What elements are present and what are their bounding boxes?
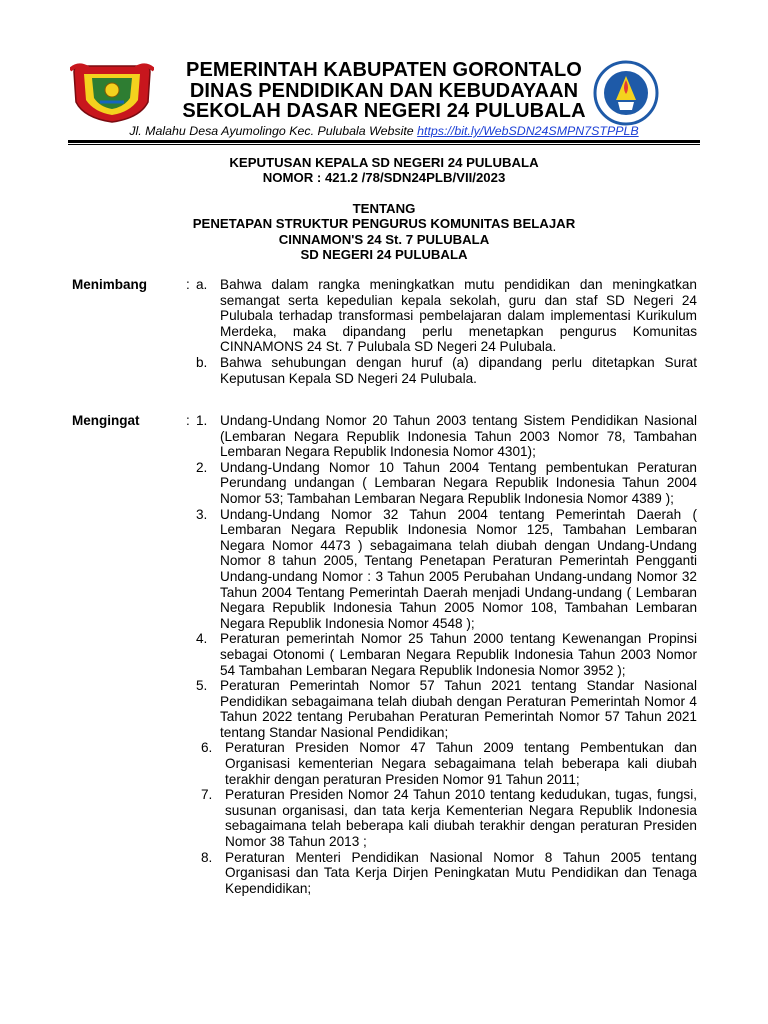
tut-wuri-handayani-logo-icon bbox=[592, 60, 660, 126]
subject-line-1: PENETAPAN STRUKTUR PENGURUS KOMUNITAS BELAJAR bbox=[192, 216, 576, 232]
mengingat-label: Mengingat bbox=[72, 413, 140, 428]
item-text: Undang-Undang Nomor 32 Tahun 2004 tentang Pemerintah Daerah ( Lembaran Negara Republik Indonesia Nomor 125, Tambahan Lembaran Negara Nomor 4473 ) sebagaimana telah diubah dengan Undang-Undang Nomor 8 tahun 2005, Tentang Penetapan Peraturan Pemerintah Pengganti Undang-undang Nomor : 3 Tahun 2005 Perubahan Undang-undang Nomor 32 Tahun 2004 Tentang Pemerintah Daerah menjadi Undang-undang ( Lembaran Negara Republik Indonesia Tahun 2005 Nomor 108, Tambahan Lembaran Negara Republik Indonesia Nomor 4548 ); bbox=[220, 506, 697, 631]
address-text: Jl. Malahu Desa Ayumolingo Kec. Pulubala Website bbox=[129, 124, 418, 138]
list-item bbox=[196, 507, 697, 632]
list-item bbox=[196, 740, 697, 787]
item-text: Peraturan Pemerintah Nomor 57 Tahun 2021 tentang Standar Nasional Pendidikan sebagaimana telah diubah dengan Peraturan Pemerintah Nomor 4 Tahun 2022 tentang Perubahan Peraturan Pemerintah Nomor 57 Tahun 2021 tentang Standar Nasional Pendidikan; bbox=[220, 678, 697, 740]
item-text: Undang-Undang Nomor 20 Tahun 2003 tentang Sistem Pendidikan Nasional (Lembaran Negara Republik Indonesia Tahun 2003 Nomor 78, Tambahan Lembaran Negara Republik Indonesia Nomor 4301); bbox=[220, 413, 697, 460]
list-item bbox=[196, 413, 697, 460]
mengingat-list bbox=[196, 413, 697, 896]
letterhead-line-school: SEKOLAH DASAR NEGERI 24 PULUBALA bbox=[182, 100, 586, 122]
subject-line-2: CINNAMON'S 24 St. 7 PULUBALA bbox=[278, 231, 490, 247]
item-text: Bahwa dalam rangka meningkatkan mutu pendidikan dan meningkatkan semangat serta kepedulian kepala sekolah, guru dan staf SD Negeri 24 Pulubala terhadap transformasi pembelajaran dalam implementasi Kurikulum Merdeka, maka dipandang perlu menetapkan pengurus Komunitas CINNAMONS 24 St. 7 Pulubala SD Negeri 24 Pulubala. bbox=[220, 277, 697, 355]
item-marker: 3. bbox=[196, 506, 208, 522]
letterhead-line-department: DINAS PENDIDIKAN DAN KEBUDAYAAN bbox=[189, 79, 579, 102]
letterhead bbox=[150, 60, 618, 122]
list-item bbox=[196, 460, 697, 507]
letterhead-rule-thin bbox=[68, 144, 700, 145]
decree-title bbox=[68, 155, 700, 186]
list-item bbox=[196, 787, 697, 849]
subject-heading: TENTANG bbox=[352, 201, 416, 216]
menimbang-list bbox=[196, 277, 697, 386]
list-item bbox=[196, 631, 697, 678]
school-address bbox=[60, 124, 708, 138]
item-marker: a. bbox=[196, 277, 208, 292]
letterhead-line-government: PEMERINTAH KABUPATEN GORONTALO bbox=[186, 59, 582, 81]
item-marker: 4. bbox=[196, 631, 208, 647]
item-marker: 2. bbox=[196, 459, 208, 475]
item-marker: 8. bbox=[201, 849, 213, 865]
school-website-link[interactable]: https://bit.ly/WebSDN24SMPN7STPPLB bbox=[417, 124, 639, 138]
item-marker: 5. bbox=[196, 678, 208, 694]
list-item bbox=[196, 355, 697, 386]
decree-subject bbox=[68, 201, 700, 263]
list-item bbox=[196, 277, 697, 355]
list-item bbox=[196, 850, 697, 897]
letterhead-rule-thick bbox=[68, 140, 700, 143]
item-text: Peraturan Presiden Nomor 24 Tahun 2010 tentang kedudukan, tugas, fungsi, susunan organisasi, dan tata kerja Kementerian Negara Republik Indonesia sebagaimana telah beberapa kali diubah terakhir dengan peraturan Presiden Nomor 38 Tahun 2013 ; bbox=[225, 787, 697, 850]
item-text: Bahwa sehubungan dengan huruf (a) dipandang perlu ditetapkan Surat Keputusan Kepala SD Negeri 24 Pulubala. bbox=[220, 354, 697, 386]
regency-emblem-icon bbox=[70, 62, 154, 124]
item-text: Undang-Undang Nomor 10 Tahun 2004 Tentang pembentukan Peraturan Perundang undangan ( Lembaran Negara Republik Indonesia Tahun 2004 Nomor 53; Tambahan Lembaran Negara Republik Indonesia Nomor 4389 ); bbox=[220, 459, 697, 506]
menimbang-label: Menimbang bbox=[72, 277, 148, 292]
mengingat-colon: : bbox=[186, 413, 190, 428]
decree-line-1: KEPUTUSAN KEPALA SD NEGERI 24 PULUBALA bbox=[229, 155, 539, 170]
list-item bbox=[196, 678, 697, 740]
subject-line-3: SD NEGERI 24 PULUBALA bbox=[300, 247, 468, 263]
menimbang-colon: : bbox=[186, 277, 190, 292]
item-text: Peraturan Menteri Pendidikan Nasional Nomor 8 Tahun 2005 tentang Organisasi dan Tata Kerja Dirjen Peningkatan Mutu Pendidikan dan Tenaga Kependidikan; bbox=[225, 849, 697, 896]
item-text: Peraturan Presiden Nomor 47 Tahun 2009 tentang Pembentukan dan Organisasi kementerian Negara sebagaimana telah beberapa kali diubah terakhir dengan peraturan Presiden Nomor 91 Tahun 2011; bbox=[225, 740, 697, 787]
item-marker: b. bbox=[196, 354, 208, 370]
item-marker: 1. bbox=[196, 413, 208, 428]
item-marker: 6. bbox=[201, 740, 213, 756]
decree-number: NOMOR : 421.2 /78/SDN24PLB/VII/2023 bbox=[262, 170, 506, 186]
item-text: Peraturan pemerintah Nomor 25 Tahun 2000 tentang Kewenangan Propinsi sebagai Otonomi ( Lembaran Negara Republik Indonesia Tahun 2003 Nomor 54 Tambahan Lembaran Negara Republik Indonesia Nomor 3952 ); bbox=[220, 631, 697, 678]
item-marker: 7. bbox=[201, 787, 213, 803]
